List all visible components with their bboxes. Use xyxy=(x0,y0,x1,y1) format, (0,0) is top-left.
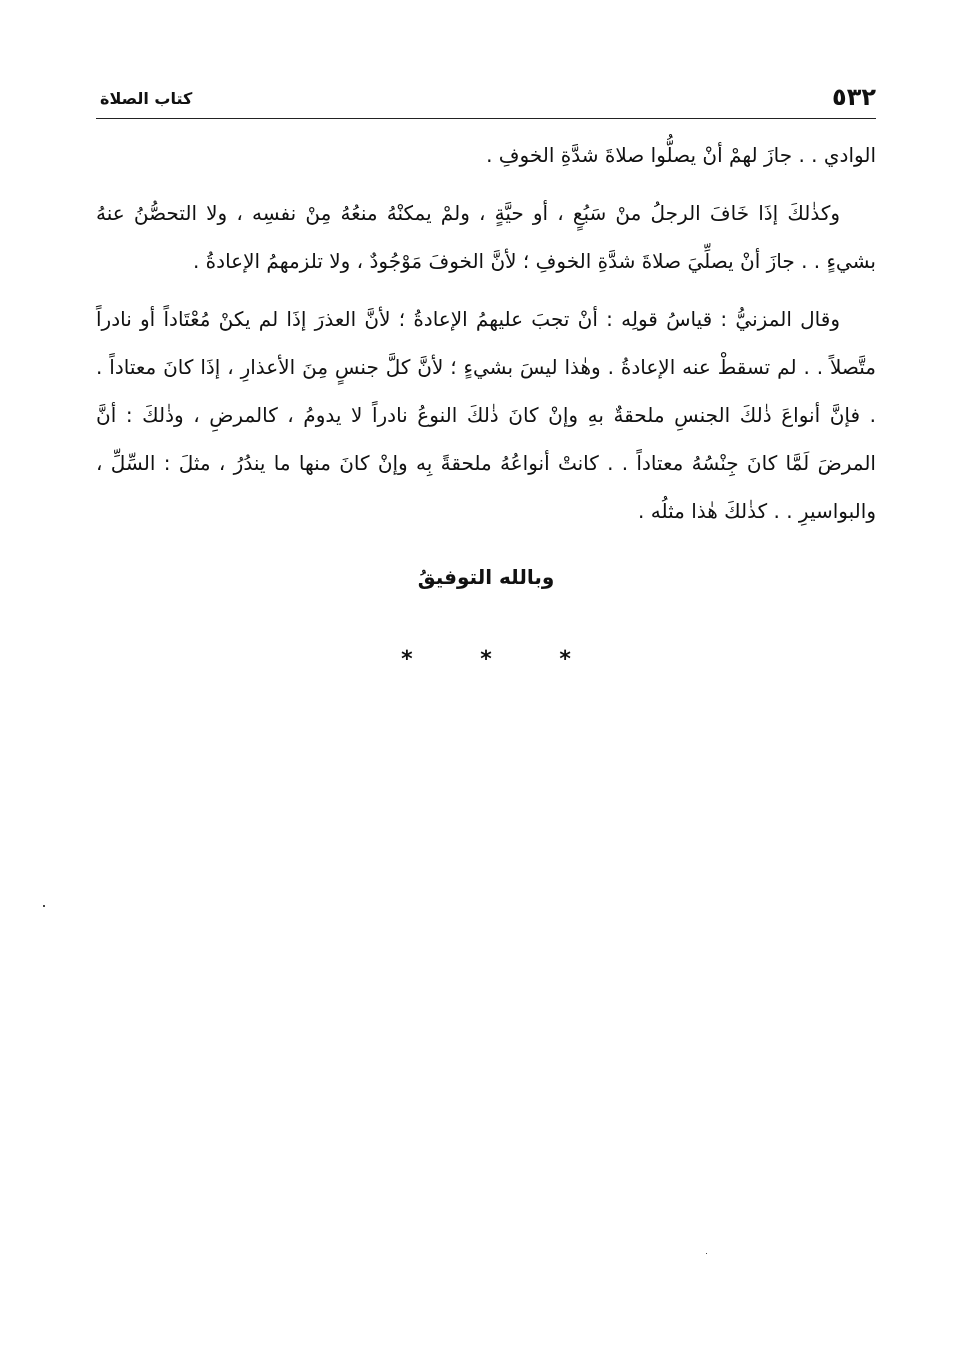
page-number: ٥٣٢ xyxy=(832,83,876,111)
closing-phrase: وبالله التوفيقُ xyxy=(417,565,555,589)
paragraph-fear-case: وكذٰلكَ إذَا خَافَ الرجلُ منْ سَبُعٍ ، أو حيَّةٍ ، ولمْ يمكنْهُ منعُهُ مِنْ نفسِه ، ولا التحصُّنُ عنهُ بشيءٍ . . جازَ أنْ يصلِّيَ صلاةَ شدَّةِ الخوفِ ؛ لأنَّ الخوفَ مَوْجُودٌ ، ولا تلزمهمُ الإعادةُ . xyxy=(96,201,876,273)
page-header xyxy=(96,78,876,119)
scan-speck xyxy=(706,1253,707,1254)
book-page xyxy=(96,78,876,675)
running-title: كتاب الصلاة xyxy=(100,89,193,108)
main-text xyxy=(96,131,876,535)
paragraph-muzani-opinion: وقال المزنيُّ : قياسُ قولِه : أنْ تجبَ عليهمُ الإعادةُ ؛ لأنَّ العذرَ إذَا لم يكنْ مُعْتَاداً أو نادراً متَّصلاً . . لم تسقطْ عنه الإعادةُ . وهٰذا ليسَ بشيءٍ ؛ لأنَّ كلَّ جنسٍ مِنَ الأعذارِ ، إذَا كانَ معتاداً . . فإنَّ أنواعَ ذٰلكَ الجنسِ ملحقةٌ بهِ وإنْ كانَ ذٰلكَ النوعُ نادراً لا يدومُ ، كالمرضِ ، وذٰلكَ : أنَّ المرضَ لَمَّا كانَ جِنْسُهُ معتاداً . . كانتْ أنواعُهُ ملحقةً بِه وإنْ كانَ منها ما يندُرُ ، مثلَ : السِّلِّ ، والبواسيرِ . . كذٰلكَ هٰذا مثلُه . xyxy=(96,307,876,523)
scan-speck xyxy=(43,905,45,907)
paragraph-continuation: الوادي . . جازَ لهمْ أنْ يصلُّوا صلاةَ شدَّةِ الخوفِ . xyxy=(486,143,876,167)
section-end-ornament: * * * xyxy=(401,647,601,672)
